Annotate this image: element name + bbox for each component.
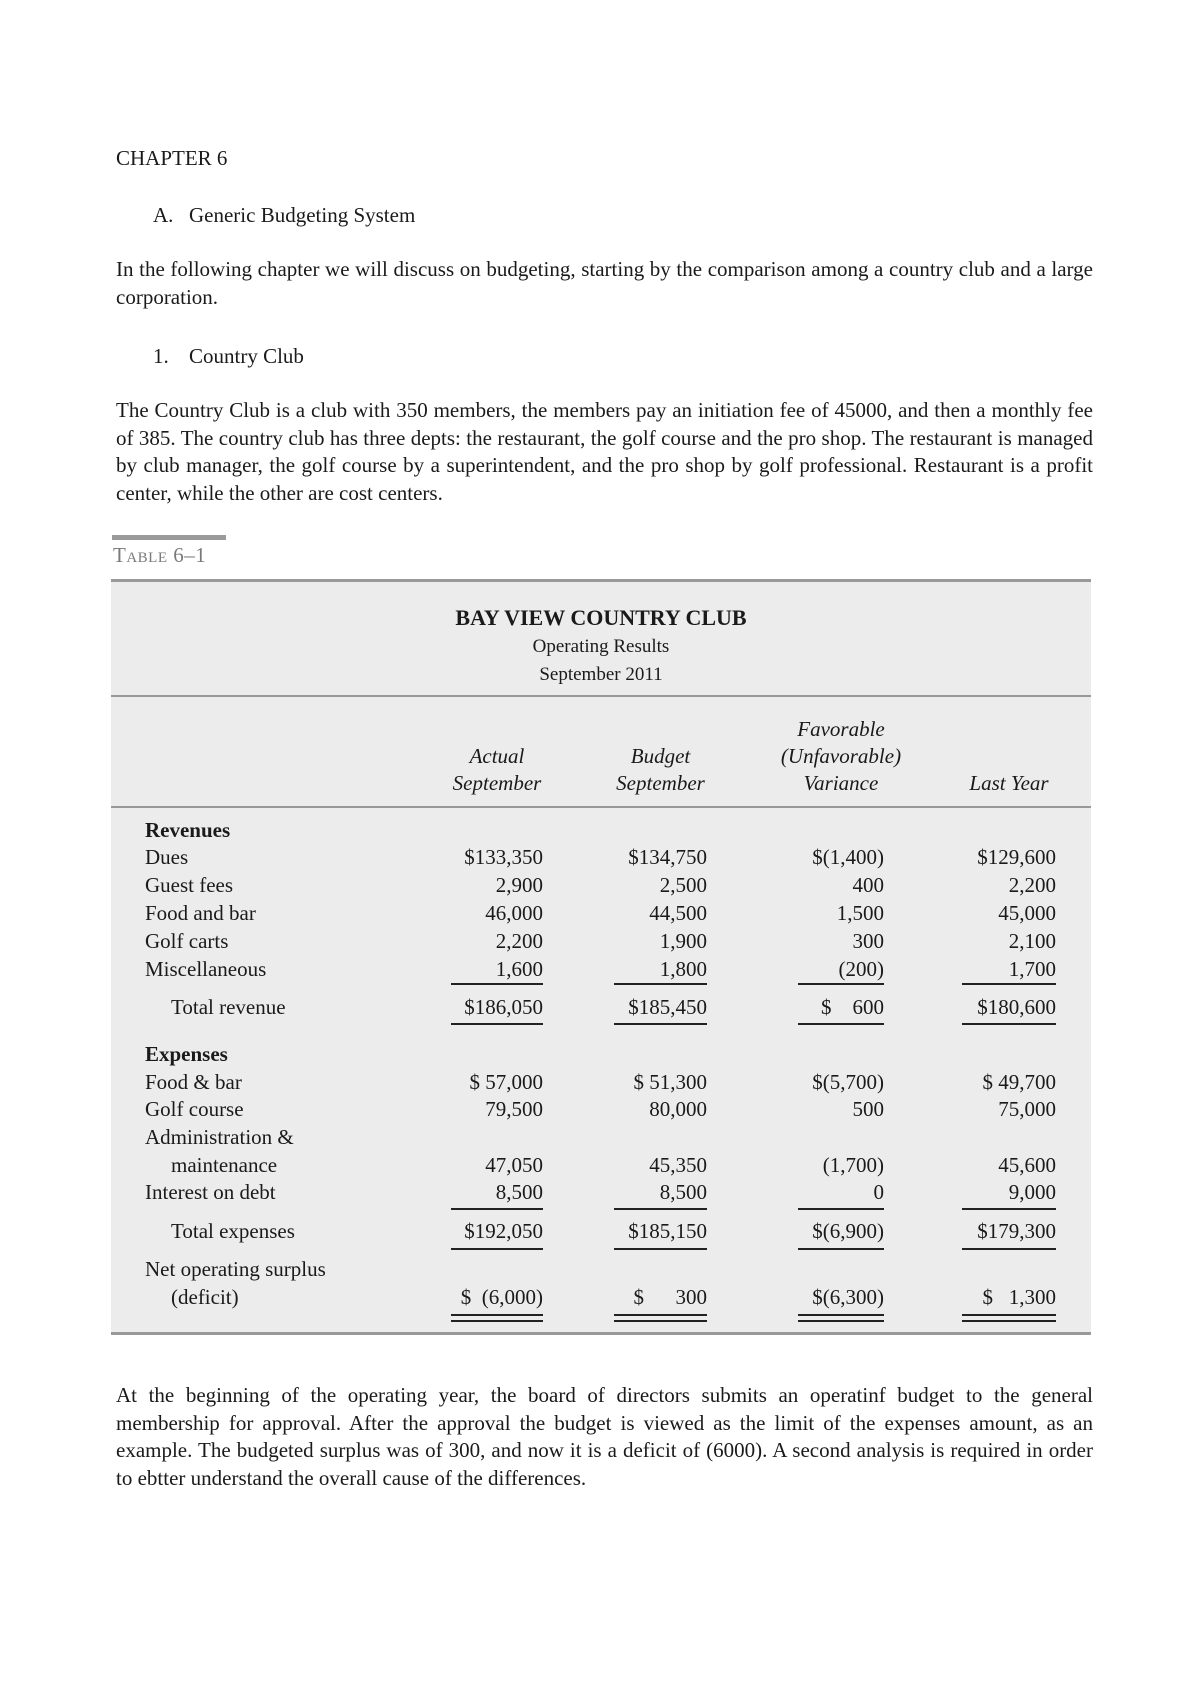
underline [962, 1320, 1056, 1322]
underline [451, 1314, 543, 1316]
table-cell: $192,050 [464, 1219, 543, 1243]
row-label: Total expenses [171, 1219, 295, 1243]
column-header [756, 716, 926, 797]
table-cell: 2,500 [659, 873, 707, 897]
row-label: Miscellaneous [145, 957, 267, 981]
row-label: maintenance [171, 1153, 278, 1177]
row-label: Golf course [145, 1097, 244, 1121]
table-cell: 2,900 [495, 873, 543, 897]
underline [451, 983, 543, 985]
column-header-line: Actual [469, 744, 525, 768]
table-cell: 45,350 [649, 1153, 707, 1177]
table-cell: $ 51,300 [633, 1070, 707, 1094]
column-header-line: Last Year [969, 771, 1049, 795]
underline [614, 983, 707, 985]
row-label: Expenses [145, 1042, 228, 1066]
table-cell: $ (6,000) [460, 1285, 543, 1309]
table-cell: 1,900 [659, 929, 707, 953]
table-cell: $ 49,700 [982, 1070, 1056, 1094]
table-cell: 500 [852, 1097, 884, 1121]
table-title: BAY VIEW COUNTRY CLUB [455, 605, 747, 630]
row-label: Administration & [145, 1125, 294, 1149]
table-cell: 2,200 [495, 929, 543, 953]
underline [614, 1320, 707, 1322]
table-cell: $179,300 [977, 1219, 1056, 1243]
closing-paragraph: At the beginning of the operating year, the board of directors submits an operatinf budget to the general membership for approval. After the approval the budget is viewed as the limit of the expenses amount, as an example. The budgeted surplus was of 300, and now it is a deficit of (6000). A second analysis is required in order to ebtter understand the overall cause of the differences. [116, 1383, 1093, 1491]
underline [798, 1023, 884, 1025]
underline [962, 1023, 1056, 1025]
underline [451, 1320, 543, 1322]
underline [451, 1248, 543, 1250]
table-cell: 2,100 [1008, 929, 1056, 953]
underline [614, 1208, 707, 1210]
underline [451, 1023, 543, 1025]
underline [962, 1314, 1056, 1316]
table-cell: $(6,300) [812, 1285, 884, 1309]
table-cell: $133,350 [464, 845, 543, 869]
row-label: Food & bar [145, 1070, 242, 1094]
divider [111, 695, 1091, 697]
table-cell: $186,050 [464, 995, 543, 1019]
section-a-title: Generic Budgeting System [189, 203, 416, 227]
row-label: Guest fees [145, 873, 234, 897]
underline [962, 1248, 1056, 1250]
row-label: Net operating surplus [145, 1257, 326, 1281]
table-label: Table 6–1 [113, 543, 207, 567]
table-cell: 2,200 [1008, 873, 1056, 897]
underline [614, 1248, 707, 1250]
table-cell: 45,000 [998, 901, 1056, 925]
table-cell: 45,600 [998, 1153, 1056, 1177]
section-1-marker: 1. [153, 344, 169, 368]
table-cell: 1,600 [495, 957, 543, 981]
table-cell: $(6,900) [812, 1219, 884, 1243]
table-cell: $134,750 [628, 845, 707, 869]
table-subtitle: Operating Results [532, 636, 670, 657]
table-cell: 8,500 [495, 1180, 543, 1204]
column-header-line: (Unfavorable) [780, 744, 902, 768]
underline [451, 1208, 543, 1210]
table-cell: 400 [852, 873, 884, 897]
column-header-line: Variance [803, 771, 879, 795]
divider [111, 806, 1091, 808]
underline [798, 983, 884, 985]
underline [962, 983, 1056, 985]
table-period: September 2011 [539, 664, 663, 685]
row-label: Golf carts [145, 929, 229, 953]
table-cell: $(5,700) [812, 1070, 884, 1094]
table-cell: 8,500 [659, 1180, 707, 1204]
table-cell: 1,500 [836, 901, 884, 925]
table-cell: (1,700) [822, 1153, 884, 1177]
underline [798, 1320, 884, 1322]
row-label: Interest on debt [145, 1180, 276, 1204]
table-cell: 79,500 [485, 1097, 543, 1121]
table-cell: 9,000 [1008, 1180, 1056, 1204]
table-cell: 46,000 [485, 901, 543, 925]
table-cell: $185,150 [628, 1219, 707, 1243]
column-header-line: September [616, 771, 705, 795]
table-cell: 47,050 [485, 1153, 543, 1177]
column-header-line: September [452, 771, 542, 795]
intro-paragraph: In the following chapter we will discuss on budgeting, starting by the comparison among a country club and a large corporation. [116, 257, 1093, 309]
column-header-line: Favorable [797, 717, 885, 741]
table-cell: 44,500 [649, 901, 707, 925]
chapter-heading: CHAPTER 6 [116, 146, 228, 170]
table-cell: $ 300 [633, 1285, 707, 1309]
underline [962, 1208, 1056, 1210]
table-cell: $129,600 [977, 845, 1056, 869]
section-1-title: Country Club [189, 344, 304, 368]
underline [798, 1314, 884, 1316]
table-cell: 300 [852, 929, 884, 953]
column-header-line: Budget [630, 744, 691, 768]
column-header [576, 743, 746, 797]
underline [614, 1314, 707, 1316]
section-a-marker: A. [153, 203, 174, 227]
table-cell: $ 57,000 [469, 1070, 543, 1094]
row-label: Revenues [145, 818, 231, 842]
table-cell: $180,600 [977, 995, 1056, 1019]
row-label: (deficit) [171, 1285, 239, 1309]
table-cell: 0 [873, 1180, 884, 1204]
table-cell: $ 1,300 [982, 1285, 1056, 1309]
table-cell: 80,000 [649, 1097, 707, 1121]
table-label-bar [112, 535, 226, 540]
row-label: Food and bar [145, 901, 256, 925]
underline [614, 1023, 707, 1025]
table-cell: $(1,400) [812, 845, 884, 869]
row-label: Total revenue [171, 995, 286, 1019]
underline [798, 1248, 884, 1250]
country-club-paragraph: The Country Club is a club with 350 members, the members pay an initiation fee of 45000, and then a monthly fee of 385. The country club has three depts: the restaurant, the golf course and the pro shop. The restaurant is managed by club manager, the golf course by a superintendent, and the pro shop by golf professional. Restaurant is a profit center, while the other are cost centers. [116, 398, 1093, 506]
underline [798, 1208, 884, 1210]
table-cell: (200) [838, 957, 884, 981]
column-header [924, 770, 1094, 797]
column-header [412, 743, 582, 797]
table-cell: 1,700 [1008, 957, 1056, 981]
table-cell: 75,000 [998, 1097, 1056, 1121]
row-label: Dues [145, 845, 189, 869]
table-cell: $ 600 [821, 995, 884, 1019]
table-cell: $185,450 [628, 995, 707, 1019]
table-cell: 1,800 [659, 957, 707, 981]
